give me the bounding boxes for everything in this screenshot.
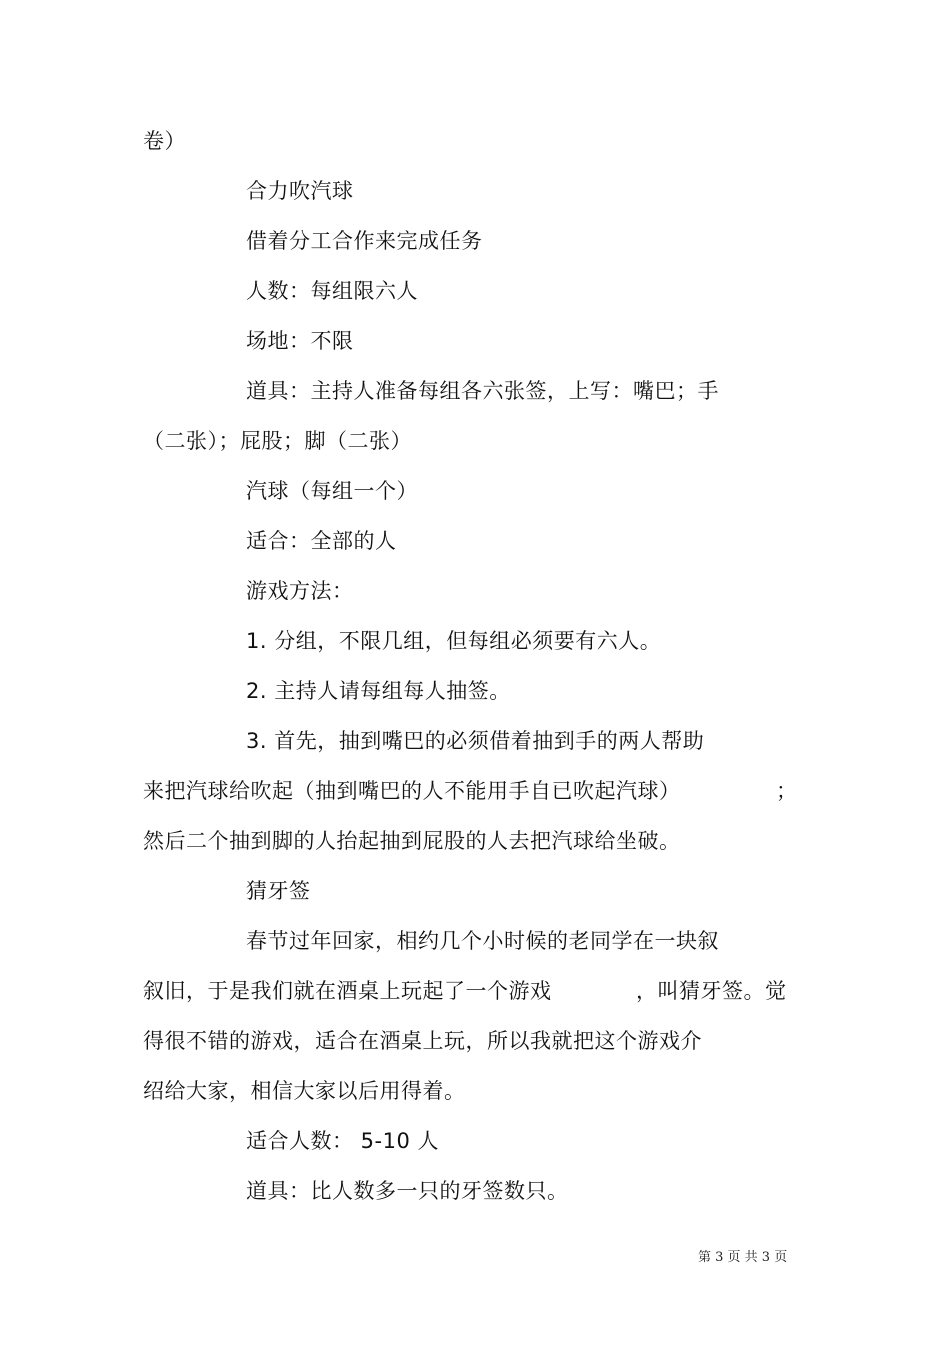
- list-item-step-1: 1. 分组，不限几组，但每组必须要有六人。: [246, 629, 662, 653]
- text-line-step-3-semicolon: ；: [776, 779, 798, 803]
- page-number-footer: 第 3 页 共 3 页: [698, 1250, 788, 1265]
- text-line-intro-4: 绍给大家，相信大家以后用得着。: [143, 1079, 466, 1103]
- text-line-continuation: 卷）: [143, 129, 186, 153]
- list-item-step-3: 3. 首先，抽到嘴巴的必须借着抽到手的两人帮助: [246, 729, 705, 753]
- text-line-method-heading: 游戏方法：: [246, 579, 354, 603]
- text-line-props-cont: （二张）；屁股；脚（二张）: [143, 429, 412, 453]
- text-line-step-3-end: 然后二个抽到脚的人抬起抽到屁股的人去把汽球给坐破。: [143, 829, 681, 853]
- text-line-venue: 场地：不限: [246, 329, 354, 353]
- text-line-intro-3: 得很不错的游戏，适合在酒桌上玩，所以我就把这个游戏介: [143, 1029, 702, 1053]
- text-line-balloon: 汽球（每组一个）: [246, 479, 418, 503]
- text-line-props: 道具：主持人准备每组各六张签，上写：嘴巴；手: [246, 379, 719, 403]
- text-line-intro-2b: ，叫猜牙签。觉: [636, 979, 787, 1003]
- text-line-step-3-cont: 来把汽球给吹起（抽到嘴巴的人不能用手自已吹起汽球）: [143, 779, 681, 803]
- text-line-intro-2a: 叙旧，于是我们就在酒桌上玩起了一个游戏: [143, 979, 552, 1003]
- text-line-suitable: 适合：全部的人: [246, 529, 397, 553]
- text-line-players-count: 适合人数： 5-10 人: [246, 1129, 440, 1153]
- text-line-toothpick-props: 道具：比人数多一只的牙签数只。: [246, 1179, 569, 1203]
- list-item-step-2: 2. 主持人请每组每人抽签。: [246, 679, 511, 703]
- section-title-blow-balloon: 合力吹汽球: [246, 179, 354, 203]
- text-line-purpose: 借着分工合作来完成任务: [246, 229, 483, 253]
- section-title-guess-toothpick: 猜牙签: [246, 879, 311, 903]
- text-line-players: 人数：每组限六人: [246, 279, 418, 303]
- text-line-intro-1: 春节过年回家，相约几个小时候的老同学在一块叙: [246, 929, 719, 953]
